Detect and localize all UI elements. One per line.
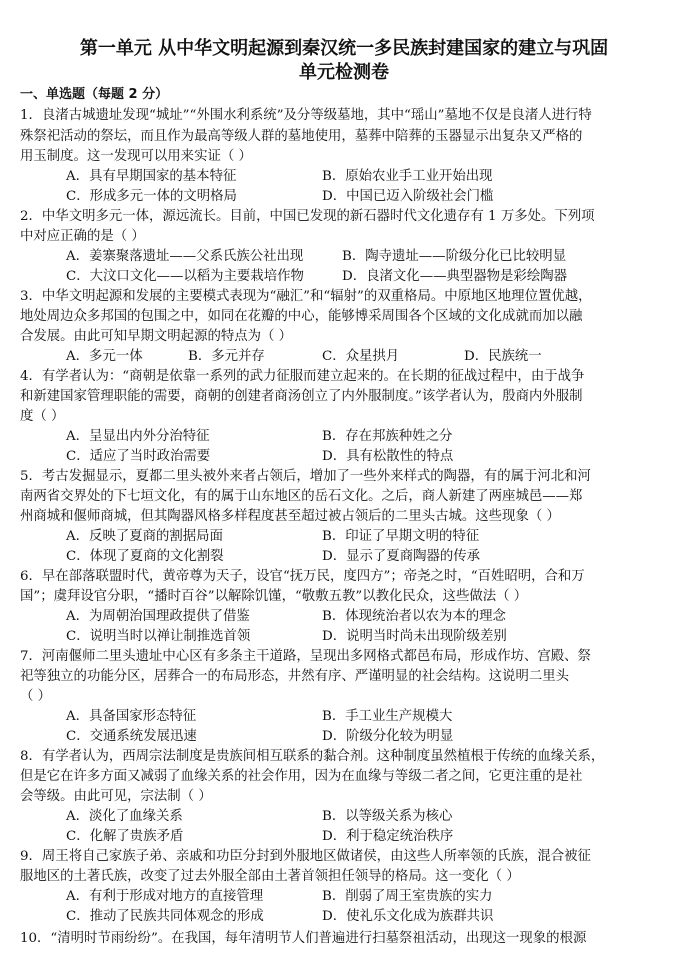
option-b: B．以等级关系为核心 bbox=[322, 809, 453, 824]
question-text-line: 地处周边众多邦国的包围之中，如同在花瓣的中心，能够博采周围各个区域的文化成就而加以融 bbox=[20, 309, 583, 324]
question-text-line: 7．河南偃师二里头遗址中心区有多条主干道路，呈现出多网格式都邑布局，形成作坊、宫殿、祭 bbox=[20, 649, 591, 664]
option-d: D．民族统一 bbox=[464, 349, 542, 364]
question-text-line: 祀等独立的功能分区，居葬合一的布局形态，井然有序、严谨明显的社会结构。这说明二里头 bbox=[20, 669, 570, 684]
option-a: A．姜寨聚落遗址——父系氏族公社出现 bbox=[66, 249, 304, 264]
option-c: C．交通系统发展迅速 bbox=[66, 729, 197, 744]
section-heading: 一、单选题（每题 2 分） bbox=[20, 87, 169, 102]
option-d: D．使礼乐文化成为族群共识 bbox=[322, 909, 494, 924]
option-a: A．呈显出内外分治特征 bbox=[66, 429, 210, 444]
question-text-line: 和新建国家管理职能的需要，商朝的创建者商汤创立了内外服制度。”该学者认为，殷商内外服制 bbox=[20, 389, 583, 404]
option-d: D．说明当时尚未出现阶级差别 bbox=[322, 629, 507, 644]
question-text-line: 8．有学者认为，西周宗法制度是贵族间相互联系的黏合剂。这种制度虽然植根于传统的血缘关系， bbox=[20, 749, 605, 764]
question-text-line: 3．中华文明起源和发展的主要模式表现为“融汇”和“辐射”的双重格局。中原地区地理位置优越， bbox=[20, 289, 592, 304]
question-text-line: 2．中华文明多元一体，源远流长。目前，中国已发现的新石器时代文化遗存有 1 万多处。下列项 bbox=[20, 209, 595, 224]
question-text-line: 合发展。由此可知早期文明起源的特点为（ ） bbox=[20, 329, 293, 344]
option-b: B．削弱了周王室贵族的实力 bbox=[322, 889, 493, 904]
option-d: D．良渚文化——典型器物是彩绘陶器 bbox=[342, 269, 567, 284]
option-a: A．有利于形成对地方的直接管理 bbox=[66, 889, 264, 904]
question-text-line: （ ） bbox=[20, 689, 52, 704]
question-text-line: 6．早在部落联盟时代，黄帝尊为天子，设官“抚万民，度四方”；帝尧之时，“百姓昭明，合和万 bbox=[20, 569, 585, 584]
question-text-line: 1．良渚古城遗址发现“城址”“外围水利系统”及分等级墓地，其中“瑶山”墓地不仅是良渚人进行特 bbox=[20, 108, 592, 123]
question-text-line: 殊祭祀活动的祭坛，而且作为最高等级人群的墓地使用，墓葬中陪葬的玉器显示出复杂又严格的 bbox=[20, 129, 583, 144]
question-text-line: 南两省交界处的下七垣文化，有的属于山东地区的岳石文化。之后，商人新建了两座城邑——郑 bbox=[20, 489, 583, 504]
exam-title-line2: 单元检测卷 bbox=[299, 62, 389, 83]
exam-title-line1: 第一单元 从中华文明起源到秦汉统一多民族封建国家的建立与巩固 bbox=[79, 38, 609, 59]
option-b: B．手工业生产规模大 bbox=[322, 709, 453, 724]
question-text-line: 会等级。由此可见，宗法制（ ） bbox=[20, 789, 212, 804]
option-c: C．形成多元一体的文明格局 bbox=[66, 189, 237, 204]
option-d: D．显示了夏商陶器的传承 bbox=[322, 549, 481, 564]
option-c: C．大汶口文化——以稻为主要栽培作物 bbox=[66, 269, 304, 284]
option-b: B．存在邦族种姓之分 bbox=[322, 429, 453, 444]
question-text-line: 国”；虞拜设官分职，“播时百谷”以解除饥馑，“敬敷五教”以教化民众，这些做法（ ） bbox=[20, 589, 528, 604]
option-d: D．利于稳定统治秩序 bbox=[322, 829, 454, 844]
question-text-line: 中对应正确的是（ ） bbox=[20, 229, 145, 244]
option-a: A．反映了夏商的割据局面 bbox=[66, 529, 223, 544]
question-text-line: 用玉制度。这一发现可以用来实证（ ） bbox=[20, 149, 252, 164]
option-c: C．推动了民族共同体观念的形成 bbox=[66, 909, 264, 924]
option-b: B．原始农业手工业开始出现 bbox=[322, 169, 493, 184]
option-b: B．陶寺遗址——阶级分化已比较明显 bbox=[342, 249, 567, 264]
question-text-line: 服地区的土著氏族，改变了过去外服全部由土著首领担任领导的格局。这一变化（ ） bbox=[20, 869, 520, 884]
option-d: D．阶级分化较为明显 bbox=[322, 729, 454, 744]
question-text-line: 但是它在许多方面又减弱了血缘关系的社会作用，因为在血缘与等级二者之间，它更注重的是社 bbox=[20, 769, 583, 784]
question-text-line: 州商城和偃师商城，但其陶器风格多样程度甚至超过被占领后的二里头古城。这些现象（ ） bbox=[20, 509, 560, 524]
option-a: A．为周朝治国理政提供了借鉴 bbox=[66, 609, 250, 624]
option-b: B．多元并存 bbox=[188, 349, 265, 364]
question-text-line: 4．有学者认为：“商朝是依靠一系列的武力征服而建立起来的。在长期的征战过程中，由于战争 bbox=[20, 369, 585, 384]
option-c: C．说明当时以禅让制推选首领 bbox=[66, 629, 251, 644]
option-d: D．具有松散性的特点 bbox=[322, 449, 454, 464]
option-d: D．中国已迈入阶级社会门槛 bbox=[322, 189, 494, 204]
option-b: B．印证了早期文明的特征 bbox=[322, 529, 480, 544]
option-a: A．具备国家形态特征 bbox=[66, 709, 197, 724]
option-b: B．体现统治者以农为本的理念 bbox=[322, 609, 506, 624]
question-text-line: 9．周王将自己家族子弟、亲戚和功臣分封到外服地区做诸侯，由这些人所率领的氏族，混合被征 bbox=[20, 849, 591, 864]
question-text-line: 10．“清明时节雨纷纷”。在我国，每年清明节人们普遍进行扫墓祭祖活动，出现这一现象的根源 bbox=[20, 931, 587, 946]
option-a: A．淡化了血缘关系 bbox=[66, 809, 183, 824]
option-c: C．体现了夏商的文化割裂 bbox=[66, 549, 224, 564]
question-text-line: 5．考古发掘显示，夏都二里头被外来者占领后，增加了一些外来样式的陶器，有的属于河北和河 bbox=[20, 469, 591, 484]
question-text-line: 度（ ） bbox=[20, 409, 65, 424]
option-c: C．众星拱月 bbox=[322, 349, 400, 364]
option-c: C．适应了当时政治需要 bbox=[66, 449, 211, 464]
option-a: A．多元一体 bbox=[66, 349, 143, 364]
option-a: A．具有早期国家的基本特征 bbox=[66, 169, 237, 184]
option-c: C．化解了贵族矛盾 bbox=[66, 829, 184, 844]
